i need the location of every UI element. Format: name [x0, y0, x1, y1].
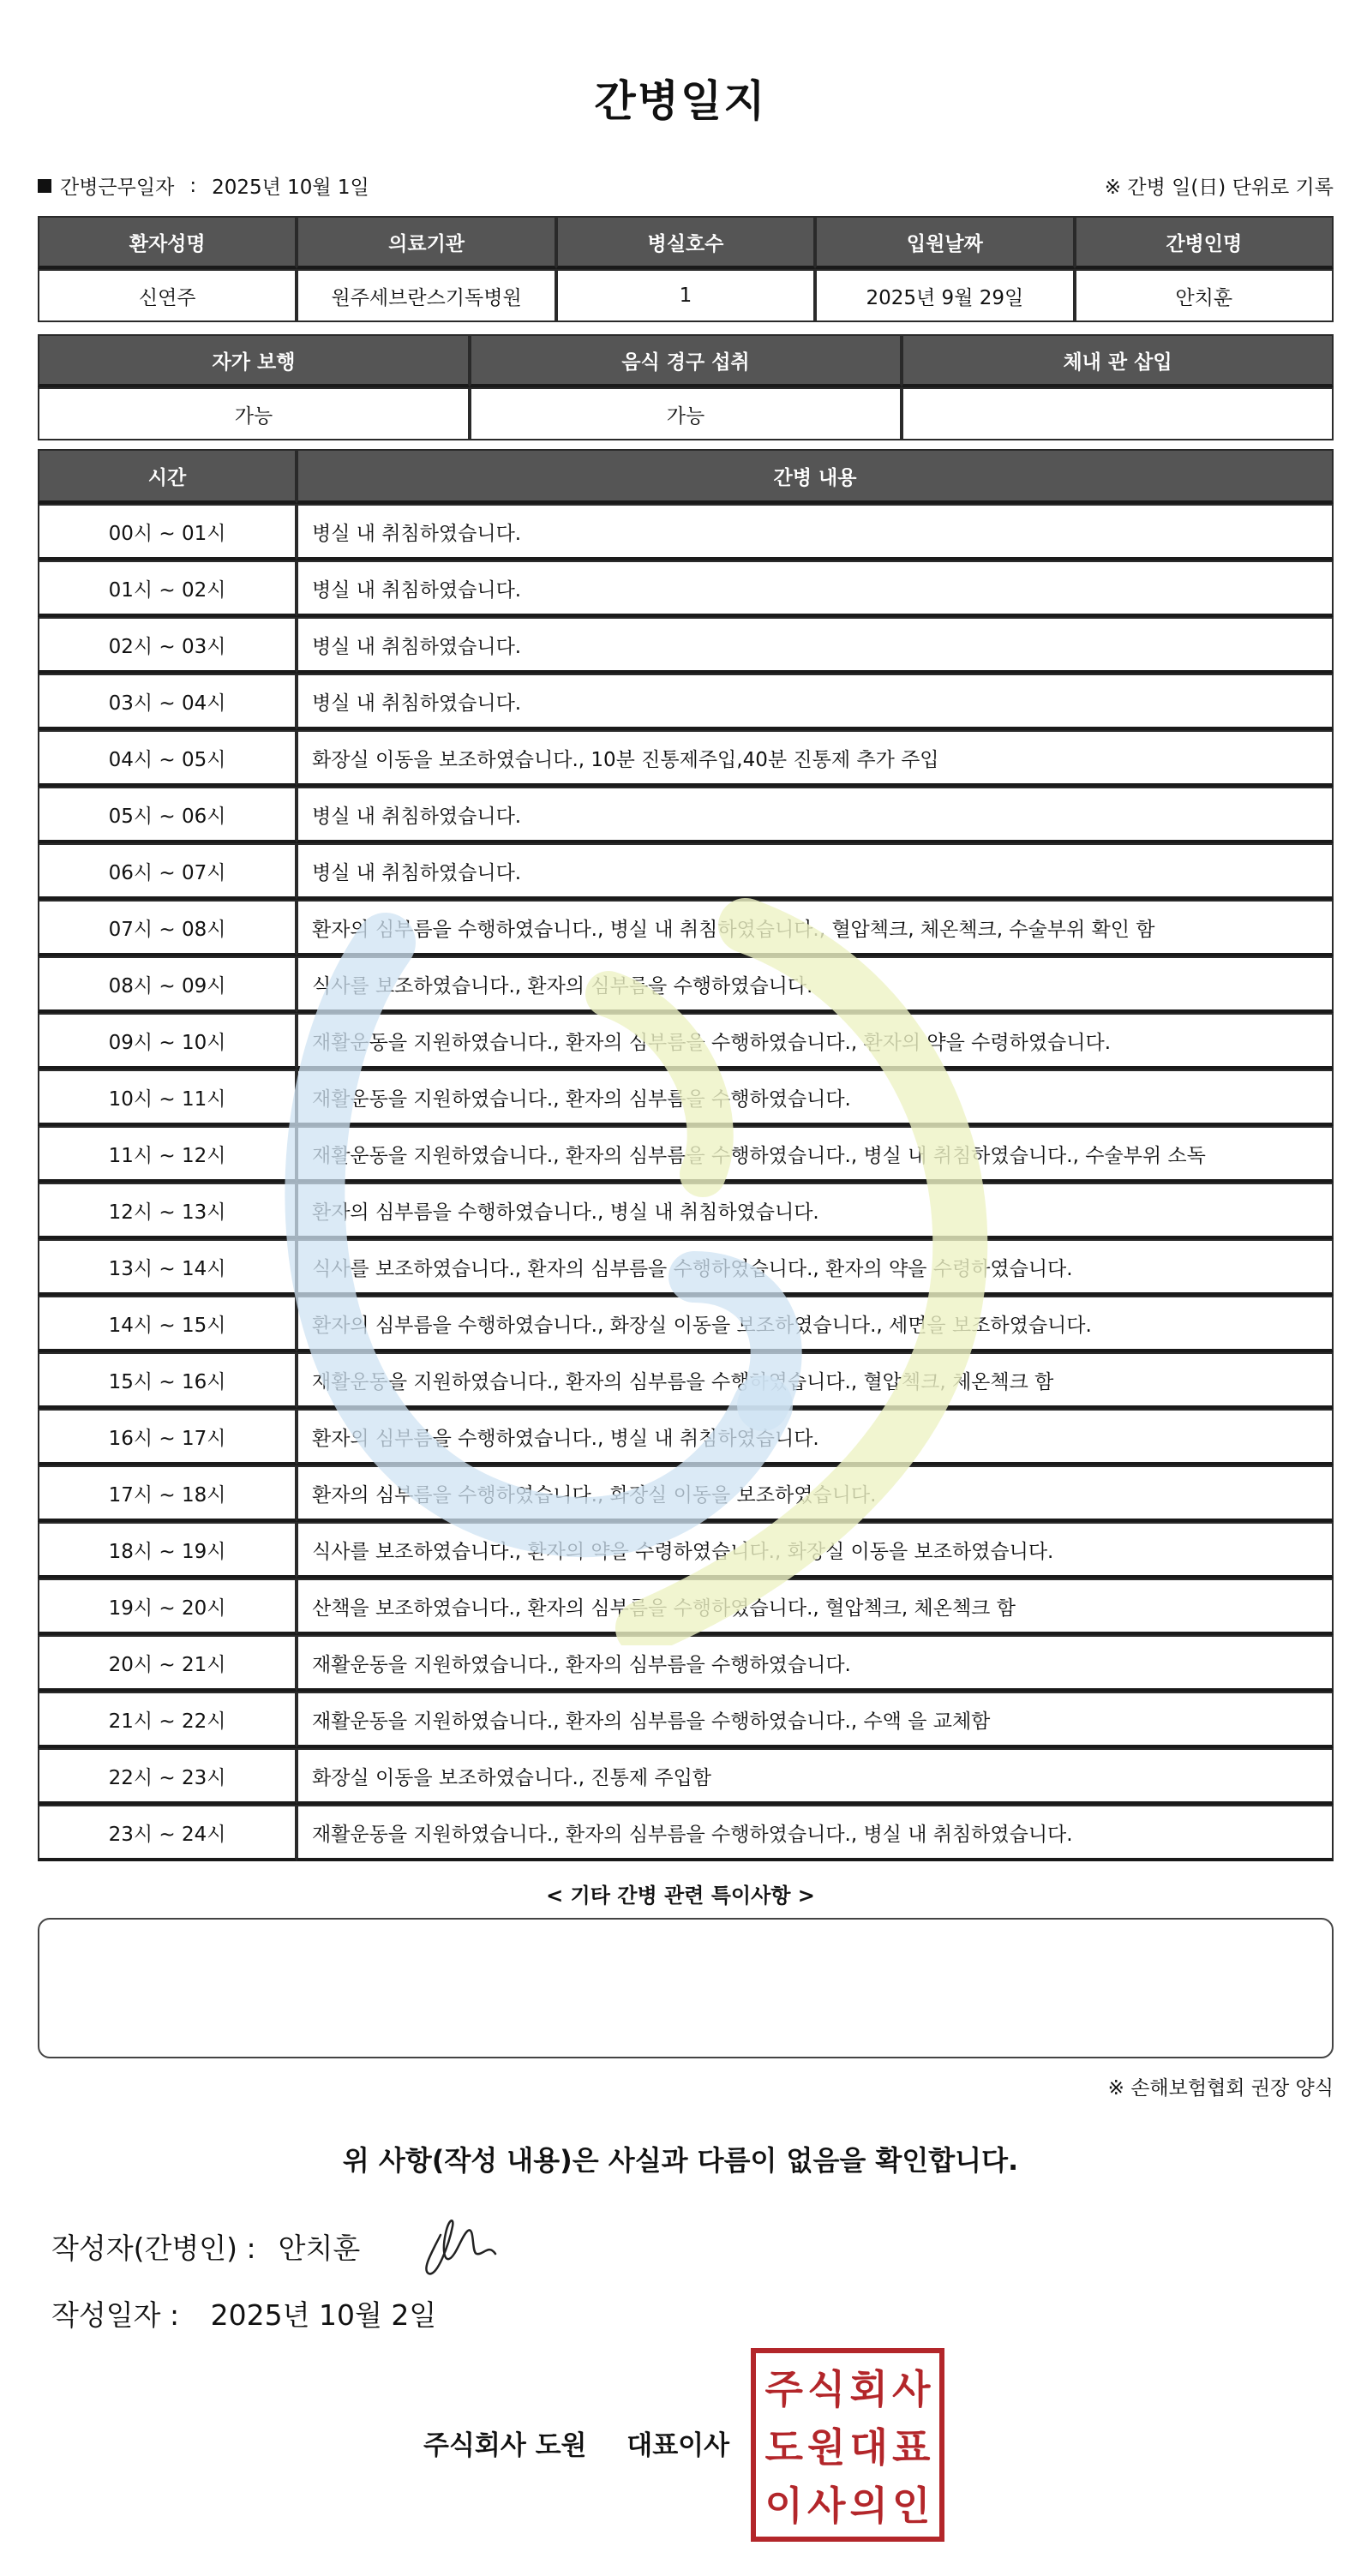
header-self-walking: 자가 보행 — [38, 334, 470, 387]
form-note: ※ 손해보험협회 권장 양식 — [1107, 2077, 1334, 2100]
table-row — [38, 1579, 1334, 1635]
writer-name: 안치훈 — [278, 2232, 361, 2265]
company-line — [423, 2423, 729, 2462]
care-content-cell: 재활운동을 지원하였습니다., 환자의 심부름을 수행하였습니다., 병실 내 취침하였습니다., 수술부위 소독 — [297, 1126, 1334, 1183]
work-date-colon: : — [189, 174, 197, 197]
seal-char: 주 — [764, 2366, 803, 2412]
table-row — [38, 560, 1334, 617]
time-cell: 04시 ~ 05시 — [38, 730, 297, 787]
company-name: 주식회사 도원 — [423, 2430, 587, 2461]
care-content-cell: 재활운동을 지원하였습니다., 환자의 심부름을 수행하였습니다., 혈압첵크, 체온첵크 함 — [297, 1352, 1334, 1409]
table-row — [38, 1296, 1334, 1352]
care-content-cell: 환자의 심부름을 수행하였습니다., 화장실 이동을 보조하였습니다., 세면을 보조하였습니다. — [297, 1296, 1334, 1352]
remarks-title: < 기타 간병 관련 특이사항 > — [546, 1884, 815, 1908]
care-content-cell: 재활운동을 지원하였습니다., 환자의 심부름을 수행하였습니다. — [297, 1069, 1334, 1126]
time-cell: 21시 ~ 22시 — [38, 1692, 297, 1748]
seal-char: 도 — [764, 2424, 803, 2471]
time-cell: 12시 ~ 13시 — [38, 1183, 297, 1239]
time-cell: 00시 ~ 01시 — [38, 504, 297, 560]
time-cell: 20시 ~ 21시 — [38, 1635, 297, 1692]
time-cell: 05시 ~ 06시 — [38, 787, 297, 843]
seal-char: 회 — [849, 2366, 888, 2412]
patient-name: 신연주 — [38, 269, 297, 322]
admission-date: 2025년 9월 29일 — [815, 269, 1074, 322]
time-cell: 11시 ~ 12시 — [38, 1126, 297, 1183]
seal-char: 사 — [892, 2366, 931, 2412]
written-date-value: 2025년 10월 2일 — [210, 2298, 437, 2332]
seal-char: 표 — [892, 2424, 931, 2471]
time-cell: 18시 ~ 19시 — [38, 1522, 297, 1579]
signature-icon — [415, 2192, 509, 2286]
record-note: ※ 간병 일(日) 단위로 기록 — [1104, 177, 1334, 199]
time-cell: 10시 ~ 11시 — [38, 1069, 297, 1126]
table-row — [38, 1635, 1334, 1692]
time-cell: 15시 ~ 16시 — [38, 1352, 297, 1409]
table-row — [38, 1013, 1334, 1069]
seal-char: 의 — [849, 2483, 888, 2529]
time-cell: 22시 ~ 23시 — [38, 1748, 297, 1805]
header-hospital: 의료기관 — [297, 216, 555, 269]
confirmation-statement: 위 사항(작성 내용)은 사실과 다름이 없음을 확인합니다. — [342, 2144, 1019, 2177]
time-cell: 08시 ~ 09시 — [38, 956, 297, 1013]
table-row — [38, 674, 1334, 730]
time-cell: 16시 ~ 17시 — [38, 1409, 297, 1465]
time-cell: 17시 ~ 18시 — [38, 1465, 297, 1522]
time-cell: 14시 ~ 15시 — [38, 1296, 297, 1352]
care-content-cell: 식사를 보조하였습니다., 환자의 심부름을 수행하였습니다. — [297, 956, 1334, 1013]
care-content-cell: 병실 내 취침하였습니다. — [297, 617, 1334, 674]
table-row — [38, 843, 1334, 900]
written-date-label: 작성일자 : — [51, 2298, 180, 2332]
care-content-cell: 병실 내 취침하였습니다. — [297, 504, 1334, 560]
patient-info-table — [38, 216, 1334, 322]
table-row — [38, 787, 1334, 843]
time-cell: 01시 ~ 02시 — [38, 560, 297, 617]
care-content-cell: 식사를 보조하였습니다., 환자의 심부름을 수행하였습니다., 환자의 약을 수령하였습니다. — [297, 1239, 1334, 1296]
time-cell: 06시 ~ 07시 — [38, 843, 297, 900]
time-cell: 19시 ~ 20시 — [38, 1579, 297, 1635]
seal-char: 원 — [807, 2424, 846, 2471]
hourly-care-log-table — [38, 449, 1334, 1861]
tube-insertion — [902, 387, 1334, 440]
time-cell: 23시 ~ 24시 — [38, 1805, 297, 1861]
seal-char: 사 — [807, 2483, 846, 2529]
care-content-cell: 병실 내 취침하였습니다. — [297, 674, 1334, 730]
header-room-number: 병실호수 — [556, 216, 815, 269]
table-row — [38, 1352, 1334, 1409]
remarks-box — [38, 1918, 1334, 2058]
time-cell: 03시 ~ 04시 — [38, 674, 297, 730]
care-content-cell: 병실 내 취침하였습니다. — [297, 787, 1334, 843]
time-cell: 09시 ~ 10시 — [38, 1013, 297, 1069]
care-content-cell: 환자의 심부름을 수행하였습니다., 병실 내 취침하였습니다. — [297, 1183, 1334, 1239]
care-content-cell: 환자의 심부름을 수행하였습니다., 화장실 이동을 보조하였습니다. — [297, 1465, 1334, 1522]
company-representative: 대표이사 — [627, 2430, 730, 2461]
table-row — [38, 1239, 1334, 1296]
care-content-cell: 환자의 심부름을 수행하였습니다., 병실 내 취침하였습니다. — [297, 1409, 1334, 1465]
care-content-cell: 병실 내 취침하였습니다. — [297, 560, 1334, 617]
care-content-cell: 재활운동을 지원하였습니다., 환자의 심부름을 수행하였습니다. — [297, 1635, 1334, 1692]
seal-char: 인 — [892, 2483, 931, 2529]
patient-status-table — [38, 334, 1334, 440]
table-row — [38, 900, 1334, 956]
writer-label: 작성자(간병인) : — [51, 2232, 256, 2265]
hospital: 원주세브란스기독병원 — [297, 269, 555, 322]
seal-char: 식 — [807, 2366, 846, 2412]
header-admission-date: 입원날짜 — [815, 216, 1074, 269]
table-row — [38, 1748, 1334, 1805]
work-date-value: 2025년 10월 1일 — [212, 177, 369, 199]
seal-char: 이 — [764, 2483, 803, 2529]
table-row — [38, 1692, 1334, 1748]
table-row — [38, 617, 1334, 674]
work-date-label: 간병근무일자 — [60, 177, 175, 199]
writer-line — [51, 2226, 360, 2267]
table-row — [38, 1522, 1334, 1579]
time-cell: 07시 ~ 08시 — [38, 900, 297, 956]
care-content-cell: 식사를 보조하였습니다., 환자의 약을 수령하였습니다., 화장실 이동을 보조하였습니다. — [297, 1522, 1334, 1579]
header-tube-insertion: 체내 관 삽입 — [902, 334, 1334, 387]
care-content-cell: 재활운동을 지원하였습니다., 환자의 심부름을 수행하였습니다., 병실 내 취침하였습니다. — [297, 1805, 1334, 1861]
page-title: 간병일지 — [594, 76, 767, 126]
care-content-cell: 산책을 보조하였습니다., 환자의 심부름을 수행하였습니다., 혈압첵크, 체온첵크 함 — [297, 1579, 1334, 1635]
time-cell: 02시 ~ 03시 — [38, 617, 297, 674]
care-content-cell: 화장실 이동을 보조하였습니다., 10분 진통제주입,40분 진통제 추가 주입 — [297, 730, 1334, 787]
table-row — [38, 1465, 1334, 1522]
care-content-cell: 재활운동을 지원하였습니다., 환자의 심부름을 수행하였습니다., 환자의 약을 수령하였습니다. — [297, 1013, 1334, 1069]
header-patient-name: 환자성명 — [38, 216, 297, 269]
care-content-cell: 병실 내 취침하였습니다. — [297, 843, 1334, 900]
work-date — [38, 171, 369, 200]
time-cell: 13시 ~ 14시 — [38, 1239, 297, 1296]
self-walking: 가능 — [38, 387, 470, 440]
header-oral-intake: 음식 경구 섭취 — [470, 334, 902, 387]
company-seal-icon — [751, 2348, 944, 2542]
table-row — [38, 730, 1334, 787]
room-number: 1 — [556, 269, 815, 322]
table-row — [38, 1183, 1334, 1239]
caregiver-name: 안치훈 — [1075, 269, 1334, 322]
table-row — [38, 1805, 1334, 1861]
care-content-cell: 환자의 심부름을 수행하였습니다., 병실 내 취침하였습니다., 혈압첵크, 체온첵크, 수술부위 확인 함 — [297, 900, 1334, 956]
seal-char: 대 — [849, 2424, 888, 2471]
header-care-content: 간병 내용 — [297, 449, 1334, 504]
bullet-square-icon — [38, 179, 51, 193]
care-content-cell: 재활운동을 지원하였습니다., 환자의 심부름을 수행하였습니다., 수액 을 교체함 — [297, 1692, 1334, 1748]
table-row — [38, 956, 1334, 1013]
care-content-cell: 화장실 이동을 보조하였습니다., 진통제 주입함 — [297, 1748, 1334, 1805]
table-row — [38, 1069, 1334, 1126]
header-caregiver-name: 간병인명 — [1075, 216, 1334, 269]
table-row — [38, 504, 1334, 560]
header-time: 시간 — [38, 449, 297, 504]
oral-intake: 가능 — [470, 387, 902, 440]
written-date-line — [51, 2293, 436, 2333]
meta-row — [38, 171, 1334, 206]
table-row — [38, 1409, 1334, 1465]
table-row — [38, 1126, 1334, 1183]
